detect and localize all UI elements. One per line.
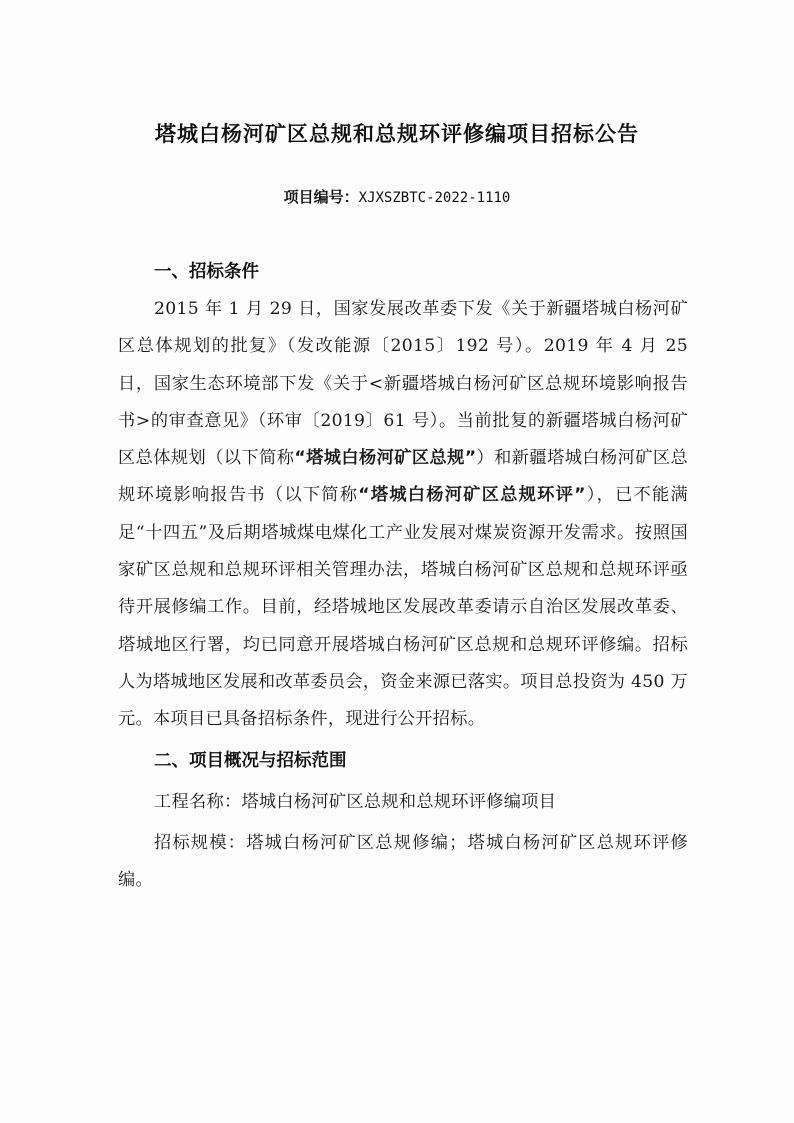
section-1-paragraph xyxy=(118,291,688,739)
project-number-value: XJXSZBTC-2022-1110 xyxy=(358,190,511,206)
section-heading-1: 一、招标条件 xyxy=(154,262,259,282)
document-body xyxy=(118,254,688,899)
project-number-label: 项目编号： xyxy=(283,188,359,206)
project-name-line: 工程名称：塔城白杨河矿区总规和总规环评修编项目 xyxy=(154,791,557,812)
abbreviation-eia: “塔城白杨河矿区总规环评” xyxy=(358,485,586,506)
paragraph-text: ），已不能满足“十四五”及后期塔城煤电煤化工产业发展对煤炭资源开发需求。按照国家矿区总规和总规环评相关管理办法，塔城白杨河矿区总规和总规环评亟待开展修编工作。目前，经塔城地区发展改革委请示自治区发展改革委、塔城地区行署，均已同意开展塔城白杨河矿区总规和总规环评修编。招标人为塔城地区发展和改革委员会，资金来源已落实。项目总投资为 450 万元。本项目已具备招标条件，现进行公开招标。 xyxy=(118,485,688,730)
section-heading-2: 二、项目概况与招标范围 xyxy=(154,750,347,771)
paragraph-text: 2015 年 1 月 29 日，国家发展改革委下发《关于新疆塔城白杨河矿区总体规划的批复》（发改能源〔2015〕192 号）。2019 年 4 月 25 日，国家生态环境部下发《关于<新疆塔城白杨河矿区总规环境影响报告书>的审查意见》（环审〔2019〕61 号）。当前批复的新疆塔城白杨河矿区总体规划（以下简称 xyxy=(118,299,688,469)
document-title: 塔城白杨河矿区总规和总规环评修编项目招标公告 xyxy=(155,122,639,146)
bid-scope-paragraph: 招标规模：塔城白杨河矿区总规修编；塔城白杨河矿区总规环评修编。 xyxy=(118,832,688,891)
project-number xyxy=(0,186,794,207)
paragraph-text: ）和新疆塔城白杨河矿区总规环境影响报告书（以下简称 xyxy=(118,448,688,506)
abbreviation-total-plan: “塔城白杨河矿区总规” xyxy=(294,448,477,469)
